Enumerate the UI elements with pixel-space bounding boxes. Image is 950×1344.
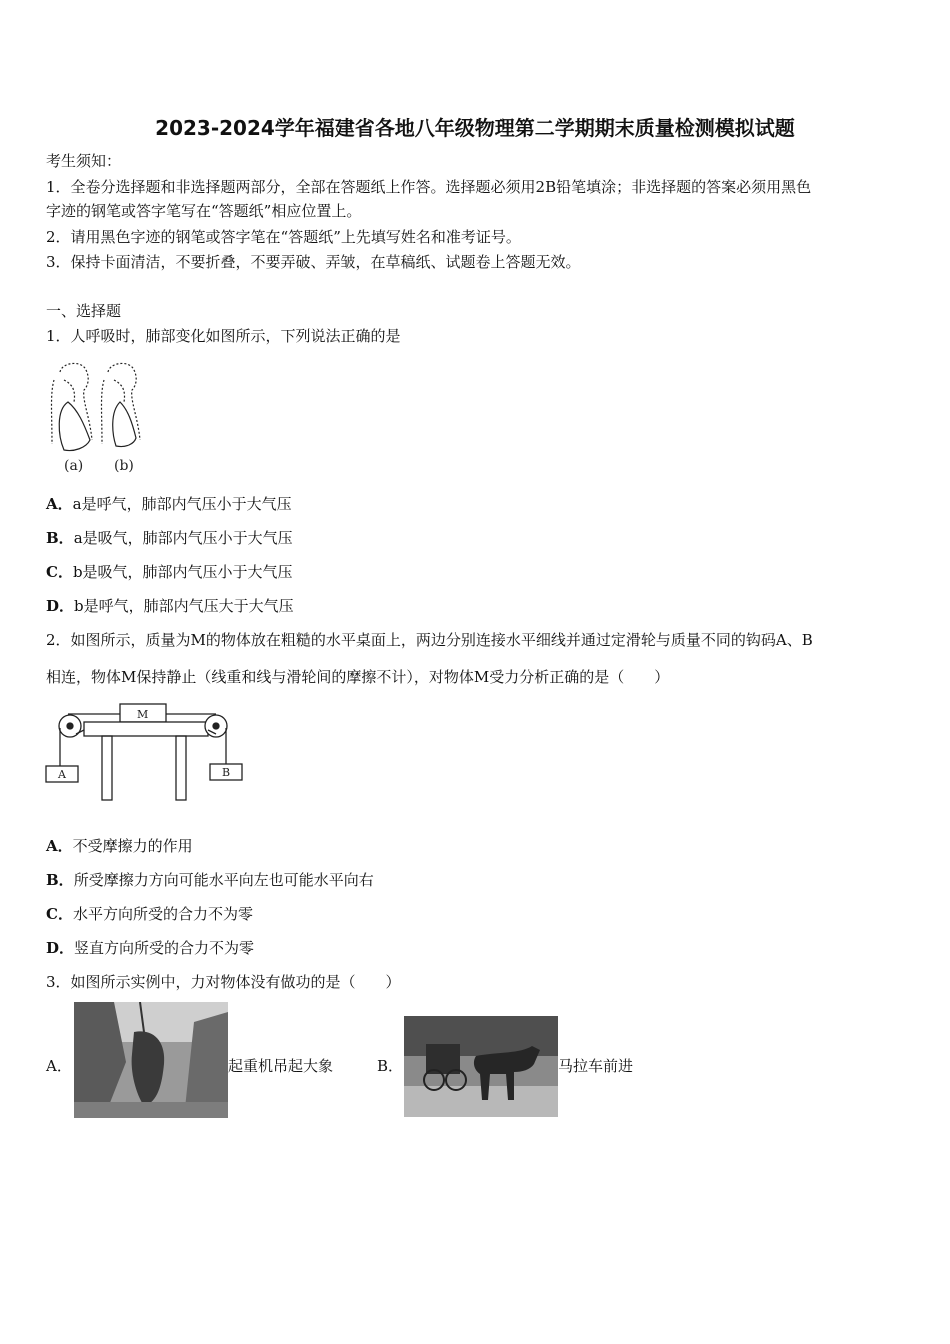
head-outline-a xyxy=(60,363,92,440)
notice-item-3: 3．保持卡面清洁，不要折叠，不要弄破、弄皱，在草稿纸、试题卷上答题无效。 xyxy=(46,253,581,271)
neck-outline-b xyxy=(102,380,105,444)
option-text: b是呼气，肺部内气压大于大气压 xyxy=(74,597,294,615)
label-b: B xyxy=(222,766,231,779)
tabletop xyxy=(84,722,208,736)
option-text: 所受摩擦力方向可能水平向左也可能水平向右 xyxy=(73,871,374,889)
fig-label-b: (b) xyxy=(114,458,134,474)
option-text: a是吸气，肺部内气压小于大气压 xyxy=(73,529,293,547)
option-label: B． xyxy=(46,871,74,889)
airway-b xyxy=(114,380,125,402)
q2-option-c xyxy=(46,904,253,924)
q2-stem-line1: 2．如图所示，质量为M的物体放在粗糙的水平桌面上，两边分别连接水平细线并通过定滑轮与质量不同的钩码A、B xyxy=(46,631,813,649)
option-label: C． xyxy=(46,563,73,581)
airway-a xyxy=(64,380,75,402)
lung-a xyxy=(59,402,90,451)
q1-stem: 1．人呼吸时，肺部变化如图所示，下列说法正确的是 xyxy=(46,327,401,345)
q2-option-d xyxy=(46,938,254,958)
option-text: b是吸气，肺部内气压小于大气压 xyxy=(72,563,293,581)
q1-option-b xyxy=(46,528,293,548)
option-label: C． xyxy=(46,905,73,923)
option-label: D． xyxy=(46,597,75,615)
notice-heading: 考生须知： xyxy=(46,152,122,170)
lung-b xyxy=(113,402,136,447)
section-heading: 一、选择题 xyxy=(46,302,122,320)
q1-option-d xyxy=(46,596,294,616)
q3-option-b-label: B． xyxy=(377,1057,404,1075)
table-pulley-figure xyxy=(44,700,244,804)
option-text: 竖直方向所受的合力不为零 xyxy=(74,939,255,957)
option-text: 水平方向所受的合力不为零 xyxy=(72,905,253,923)
q2-stem-line2: 相连，物体M保持静止（线重和线与滑轮间的摩擦不计），对物体M受力分析正确的是（ ） xyxy=(46,668,670,686)
notice-item-1: 1．全卷分选择题和非选择题两部分，全部在答题纸上作答。选择题必须用2B铅笔填涂；非选择题的答案必须用黑色 xyxy=(46,178,812,196)
q3-option-b-text: 马拉车前进 xyxy=(558,1057,634,1075)
page-title: 2023-2024学年福建省各地八年级物理第二学期期末质量检测模拟试题 xyxy=(155,116,795,140)
option-text: a是呼气，肺部内气压小于大气压 xyxy=(72,495,292,513)
option-label: A． xyxy=(46,495,73,513)
table-leg-left xyxy=(102,736,112,800)
photo-crane-elephant xyxy=(74,1002,228,1118)
lung-figure xyxy=(46,360,156,478)
q3-option-a-label: A． xyxy=(46,1057,72,1075)
photo-horse-carriage xyxy=(404,1016,558,1117)
q1-option-a xyxy=(46,494,292,514)
q2-option-a xyxy=(46,836,193,856)
label-m: M xyxy=(137,708,149,721)
option-label: D． xyxy=(46,939,75,957)
label-a: A xyxy=(58,768,66,781)
q3-stem: 3．如图所示实例中，力对物体没有做功的是（ ） xyxy=(46,973,401,991)
option-text: 不受摩擦力的作用 xyxy=(72,837,193,855)
notice-item-2: 2．请用黑色字迹的钢笔或答字笔在“答题纸”上先填写姓名和准考证号。 xyxy=(46,228,521,246)
option-label: A． xyxy=(46,837,73,855)
q3-option-a-text: 起重机吊起大象 xyxy=(228,1057,334,1075)
q1-option-c xyxy=(46,562,293,582)
q2-option-b xyxy=(46,870,374,890)
neck-outline-a xyxy=(52,380,55,444)
option-label: B． xyxy=(46,529,74,547)
fig-label-a: (a) xyxy=(64,458,84,474)
notice-item-1-cont: 字迹的钢笔或答字笔写在“答题纸”相应位置上。 xyxy=(46,202,362,220)
table-leg-right xyxy=(176,736,186,800)
